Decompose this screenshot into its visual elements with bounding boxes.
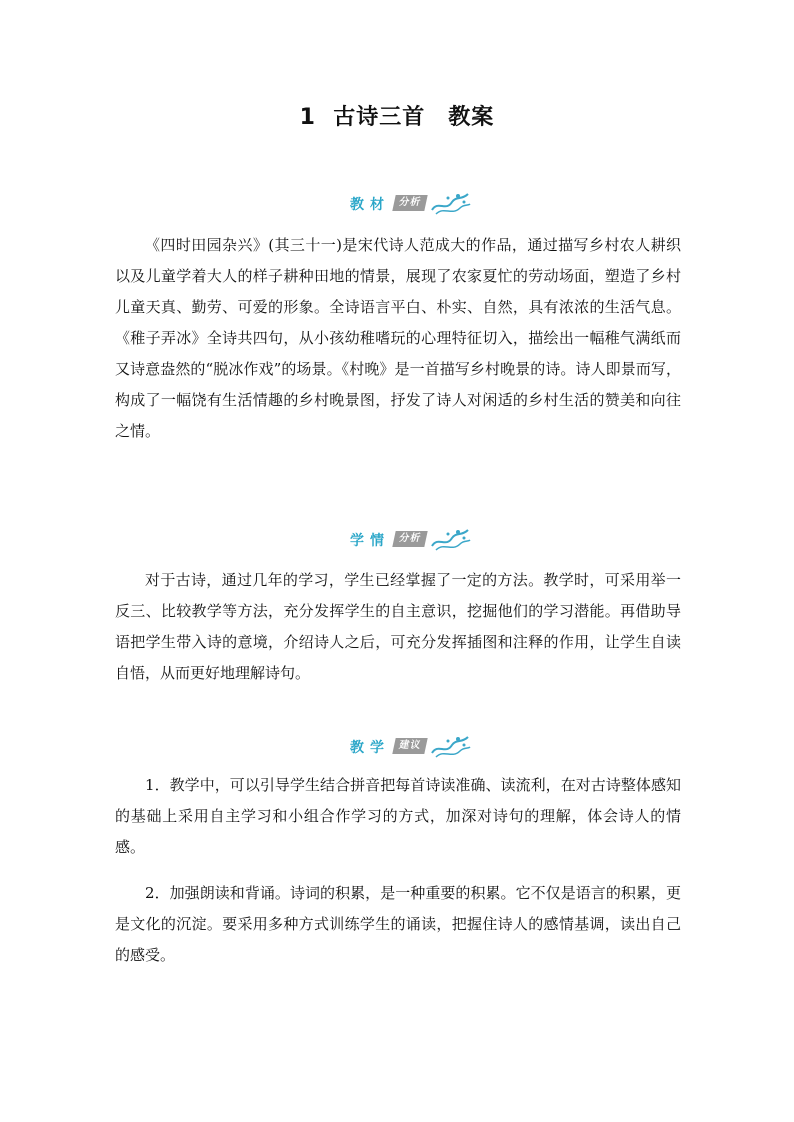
badge-sub-label: 分析 xyxy=(392,195,427,211)
section-badge-teaching-suggestions xyxy=(350,733,480,759)
page-title: 1 古诗三首 教案 xyxy=(299,105,495,130)
splash-wave-icon xyxy=(428,190,472,216)
section-badge-textbook-analysis xyxy=(350,190,480,216)
paragraph-student-analysis: 对于古诗，通过几年的学习，学生已经掌握了一定的方法。教学时，可采用举一反三、比较教学等方法，充分发挥学生的自主意识，挖掘他们的学习潜能。再借助导语把学生带入诗的意境，介绍诗人之后，可充分发挥插图和注释的作用，让学生自读自悟，从而更好地理解诗句。 xyxy=(115,571,681,682)
section-badge-student-analysis xyxy=(350,526,480,552)
splash-wave-icon xyxy=(428,733,472,759)
badge-main-label: 教学 xyxy=(350,740,390,756)
badge-main-label: 教材 xyxy=(350,197,390,213)
paragraph-teaching-suggestion-1: 1．教学中，可以引导学生结合拼音把每首诗读准确、读流利，在对古诗整体感知的基础上采用自主学习和小组合作学习的方式，加深对诗句的理解，体会诗人的情感。 xyxy=(115,776,681,856)
paragraph-teaching-suggestion-2: 2．加强朗读和背诵。诗词的积累，是一种重要的积累。它不仅是语言的积累，更是文化的沉淀。要采用多种方式训练学生的诵读，把握住诗人的感情基调，读出自己的感受。 xyxy=(115,884,681,964)
badge-sub-label: 建议 xyxy=(392,738,427,754)
paragraph-textbook-analysis: 《四时田园杂兴》(其三十一)是宋代诗人范成大的作品，通过描写乡村农人耕织以及儿童学着大人的样子耕种田地的情景，展现了农家夏忙的劳动场面，塑造了乡村儿童天真、勤劳、可爱的形象。全诗语言平白、朴实、自然，具有浓浓的生活气息。《稚子弄冰》全诗共四句，从小孩幼稚嗜玩的心理特征切入，描绘出一幅稚气满纸而又诗意盎然的“脱冰作戏”的场景。《村晚》是一首描写乡村晚景的诗。诗人即景而写，构成了一幅饶有生活情趣的乡村晚景图，抒发了诗人对闲适的乡村生活的赞美和向往之情。 xyxy=(115,236,681,440)
badge-main-label: 学情 xyxy=(350,533,390,549)
badge-sub-label: 分析 xyxy=(392,531,427,547)
splash-wave-icon xyxy=(428,526,472,552)
